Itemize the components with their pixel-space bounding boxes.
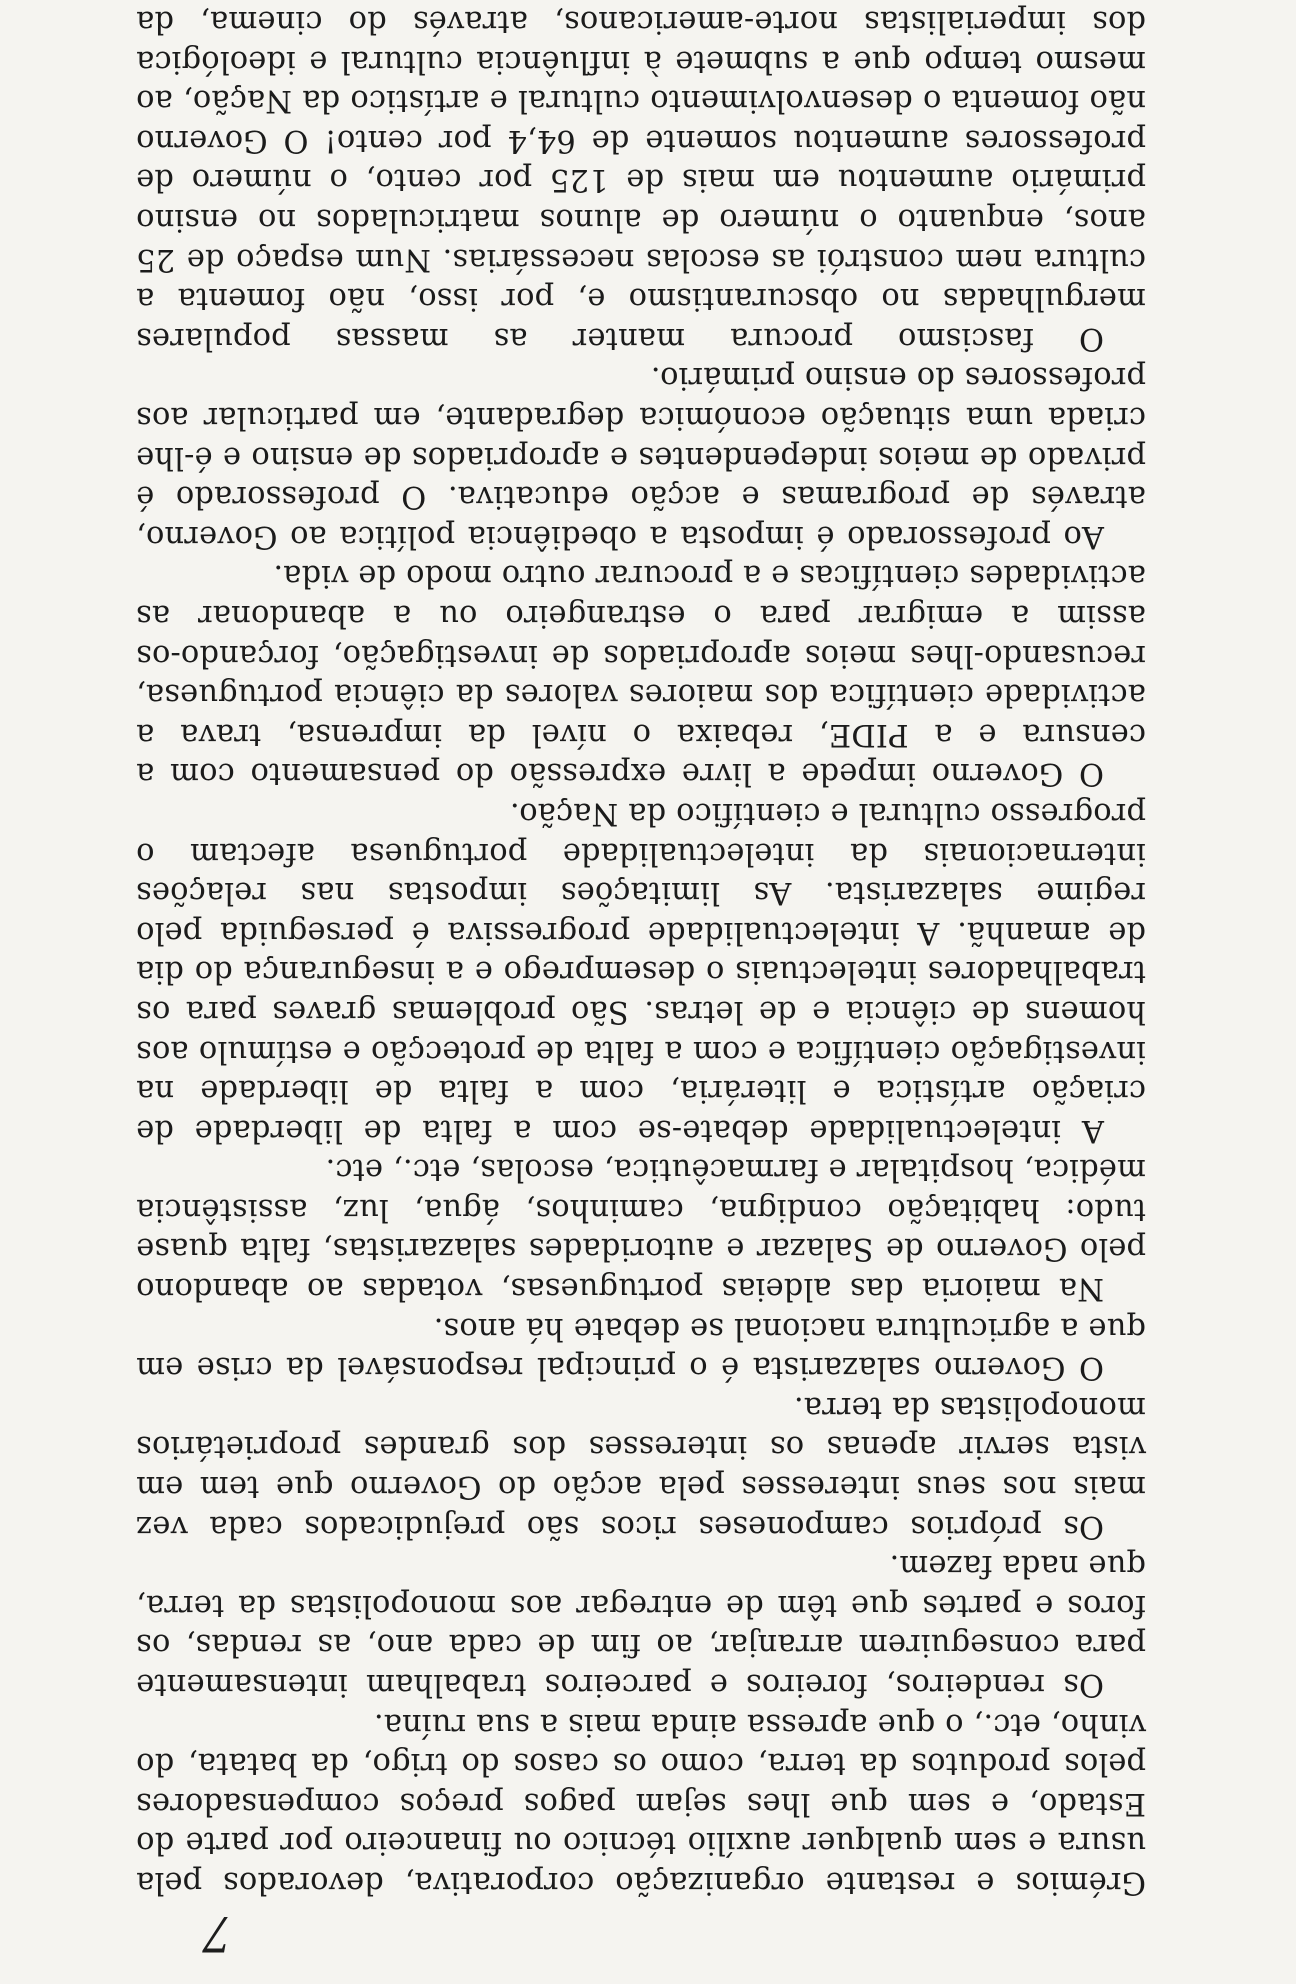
paragraph: O fascismo procura manter as massas populares mergulhadas no obscurantismo e, por isso, não fomenta a cultura nem constrói as escolas necessárias. Num espaço de 25 anos, enquanto o número de alunos matriculados no ensino primário aumentou em mais de 125 por cento, o número de professores aumentou somente de 64,4 por cento! O Governo não fomenta o desenvolvimento cultural e artístico da Nação, ao mesmo tempo que a submete à influência cultural e ideológica dos imperialistas norte-americanos, através do cinema, da [136,4,1146,356]
paragraph: O Governo impede a livre expressão do pensamento com a censura e a PIDE, rebaixa o nível da imprensa, trava a actividade científica dos maiores valores da ciência portuguesa, recusando-lhes meios apropriados de investigação, forçando-os assim a emigrar para o estrangeiro ou a abandonar as actividades científicas e a procurar outro modo de vida. [136,558,1146,792]
paragraph: Os rendeiros, foreiros e parceiros trabalham intensamente para conseguirem arranjar, ao fim de cada ano, as rendas, os foros e partes que têm de entregar aos monopolistas da terra, que nada fazem. [136,1548,1146,1703]
paragraph: Ao professorado é imposta a obediência política ao Governo, através de programas e acção educativa. O professorado é privado de meios independentes e apropriados de ensino e é-lhe criada uma situação económica degradante, em particular aos professores do ensino primário. [136,360,1146,554]
paragraph: Na maioria das aldeias portuguesas, votadas ao abandono pelo Governo de Salazar e autoridades salazaristas, falta quase tudo: habitação condigna, caminhos, água, luz, assistência médica, hospitalar e farmacêutica, escolas, etc., etc. [136,1152,1146,1307]
paragraph: Grémios e restante organização corporativa, devorados pela usura e sem qualquer auxílio técnico ou financeiro por parte do Estado, e sem que lhes sejam pagos preços compensadores pelos produtos da terra, como os casos do trigo, da batata, do vinho, etc., o que apressa ainda mais a sua ruína. [136,1706,1146,1900]
page-number: 7 [204,1905,231,1965]
paragraph: O Governo salazarista é o principal responsável da crise em que a agricultura nacional se debate há anos. [136,1310,1146,1386]
body-text [136,0,1146,1902]
paragraph: A intelectualidade debate-se com a falta de liberdade de criação artística e literária, com a falta de liberdade na investigação científica e com a falta de protecção e estímulo aos homens de ciência e de letras. São problemas graves para os trabalhadores intelectuais o desemprego e a insegurança do dia de amanhã. A intelectualidade progressiva é perseguida pelo regime salazarista. As limitações impostas nas relações internacionais da intelectualidade portuguesa afectam o progresso cultural e científico da Nação. [136,795,1146,1148]
paragraph: Os próprios camponeses ricos são prejudicados cada vez mais nos seus interesses pela acção do Governo que tem em vista servir apenas os interesses dos grandes proprietários monopolistas da terra. [136,1389,1146,1544]
